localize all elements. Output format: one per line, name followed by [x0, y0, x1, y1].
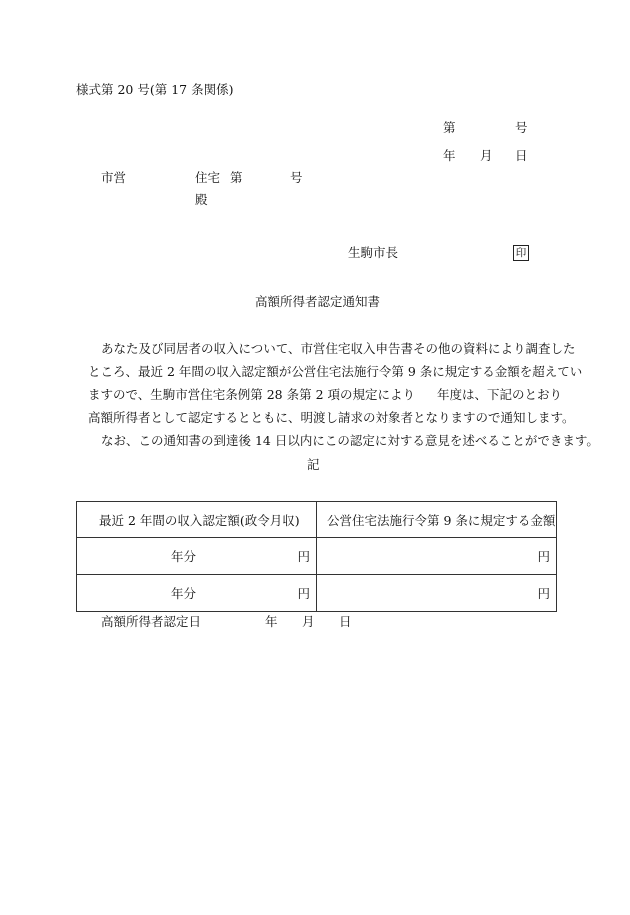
ki-mark: 記	[307, 457, 320, 472]
body-line-2: ところ、最近 2 年間の収入認定額が公営住宅法施行令第 9 条に規定する金額を超えてい	[88, 364, 583, 379]
table-header-right: 公営住宅法施行令第 9 条に規定する金額	[317, 502, 557, 538]
table-header-left: 最近 2 年間の収入認定額(政令月収)	[77, 502, 317, 538]
sender-title: 生駒市長	[348, 245, 399, 260]
addressee-go: 号	[290, 170, 303, 185]
issue-date-year: 年	[443, 148, 456, 163]
row-unit-left: 円	[297, 549, 310, 564]
certification-date-label: 高額所得者認定日	[101, 614, 202, 629]
certification-date-month: 月	[302, 614, 315, 629]
addressee-honorific: 殿	[195, 192, 208, 207]
row-unit-right: 円	[537, 586, 550, 601]
table-cell-right	[317, 575, 557, 612]
addressee-dai: 第	[230, 170, 243, 185]
table-header-row	[77, 502, 557, 538]
row-unit-right: 円	[537, 549, 550, 564]
body-line-1: あなた及び同居者の収入について、市営住宅収入申告書その他の資料により調査した	[101, 341, 576, 356]
table-row	[77, 575, 557, 612]
income-table	[76, 501, 557, 612]
issue-date-day: 日	[515, 148, 528, 163]
row-period: 年分	[171, 549, 197, 564]
table-cell-left	[77, 538, 317, 575]
table-row	[77, 538, 557, 575]
issue-date-month: 月	[480, 148, 493, 163]
form-label: 様式第 20 号(第 17 条関係)	[76, 82, 234, 97]
body-line-3a: ますので、生駒市営住宅条例第 28 条第 2 項の規定により	[88, 387, 416, 402]
table-cell-left	[77, 575, 317, 612]
body-line-4: 高額所得者として認定するとともに、明渡し請求の対象者となりますので通知します。	[88, 410, 575, 425]
addressee-housing: 住宅	[195, 170, 221, 185]
doc-number-dai: 第	[443, 120, 456, 135]
doc-number-go: 号	[515, 120, 528, 135]
table-cell-right	[317, 538, 557, 575]
row-period: 年分	[171, 586, 197, 601]
body-line-3b: 年度は、下記のとおり	[437, 387, 563, 402]
addressee-prefix: 市営	[101, 170, 127, 185]
seal-mark: 印	[513, 245, 529, 261]
row-unit-left: 円	[297, 586, 310, 601]
certification-date-day: 日	[339, 614, 352, 629]
document-title: 高額所得者認定通知書	[255, 294, 381, 309]
certification-date-year: 年	[265, 614, 278, 629]
body-line-5: なお、この通知書の到達後 14 日以内にこの認定に対する意見を述べることができます。	[101, 433, 599, 448]
